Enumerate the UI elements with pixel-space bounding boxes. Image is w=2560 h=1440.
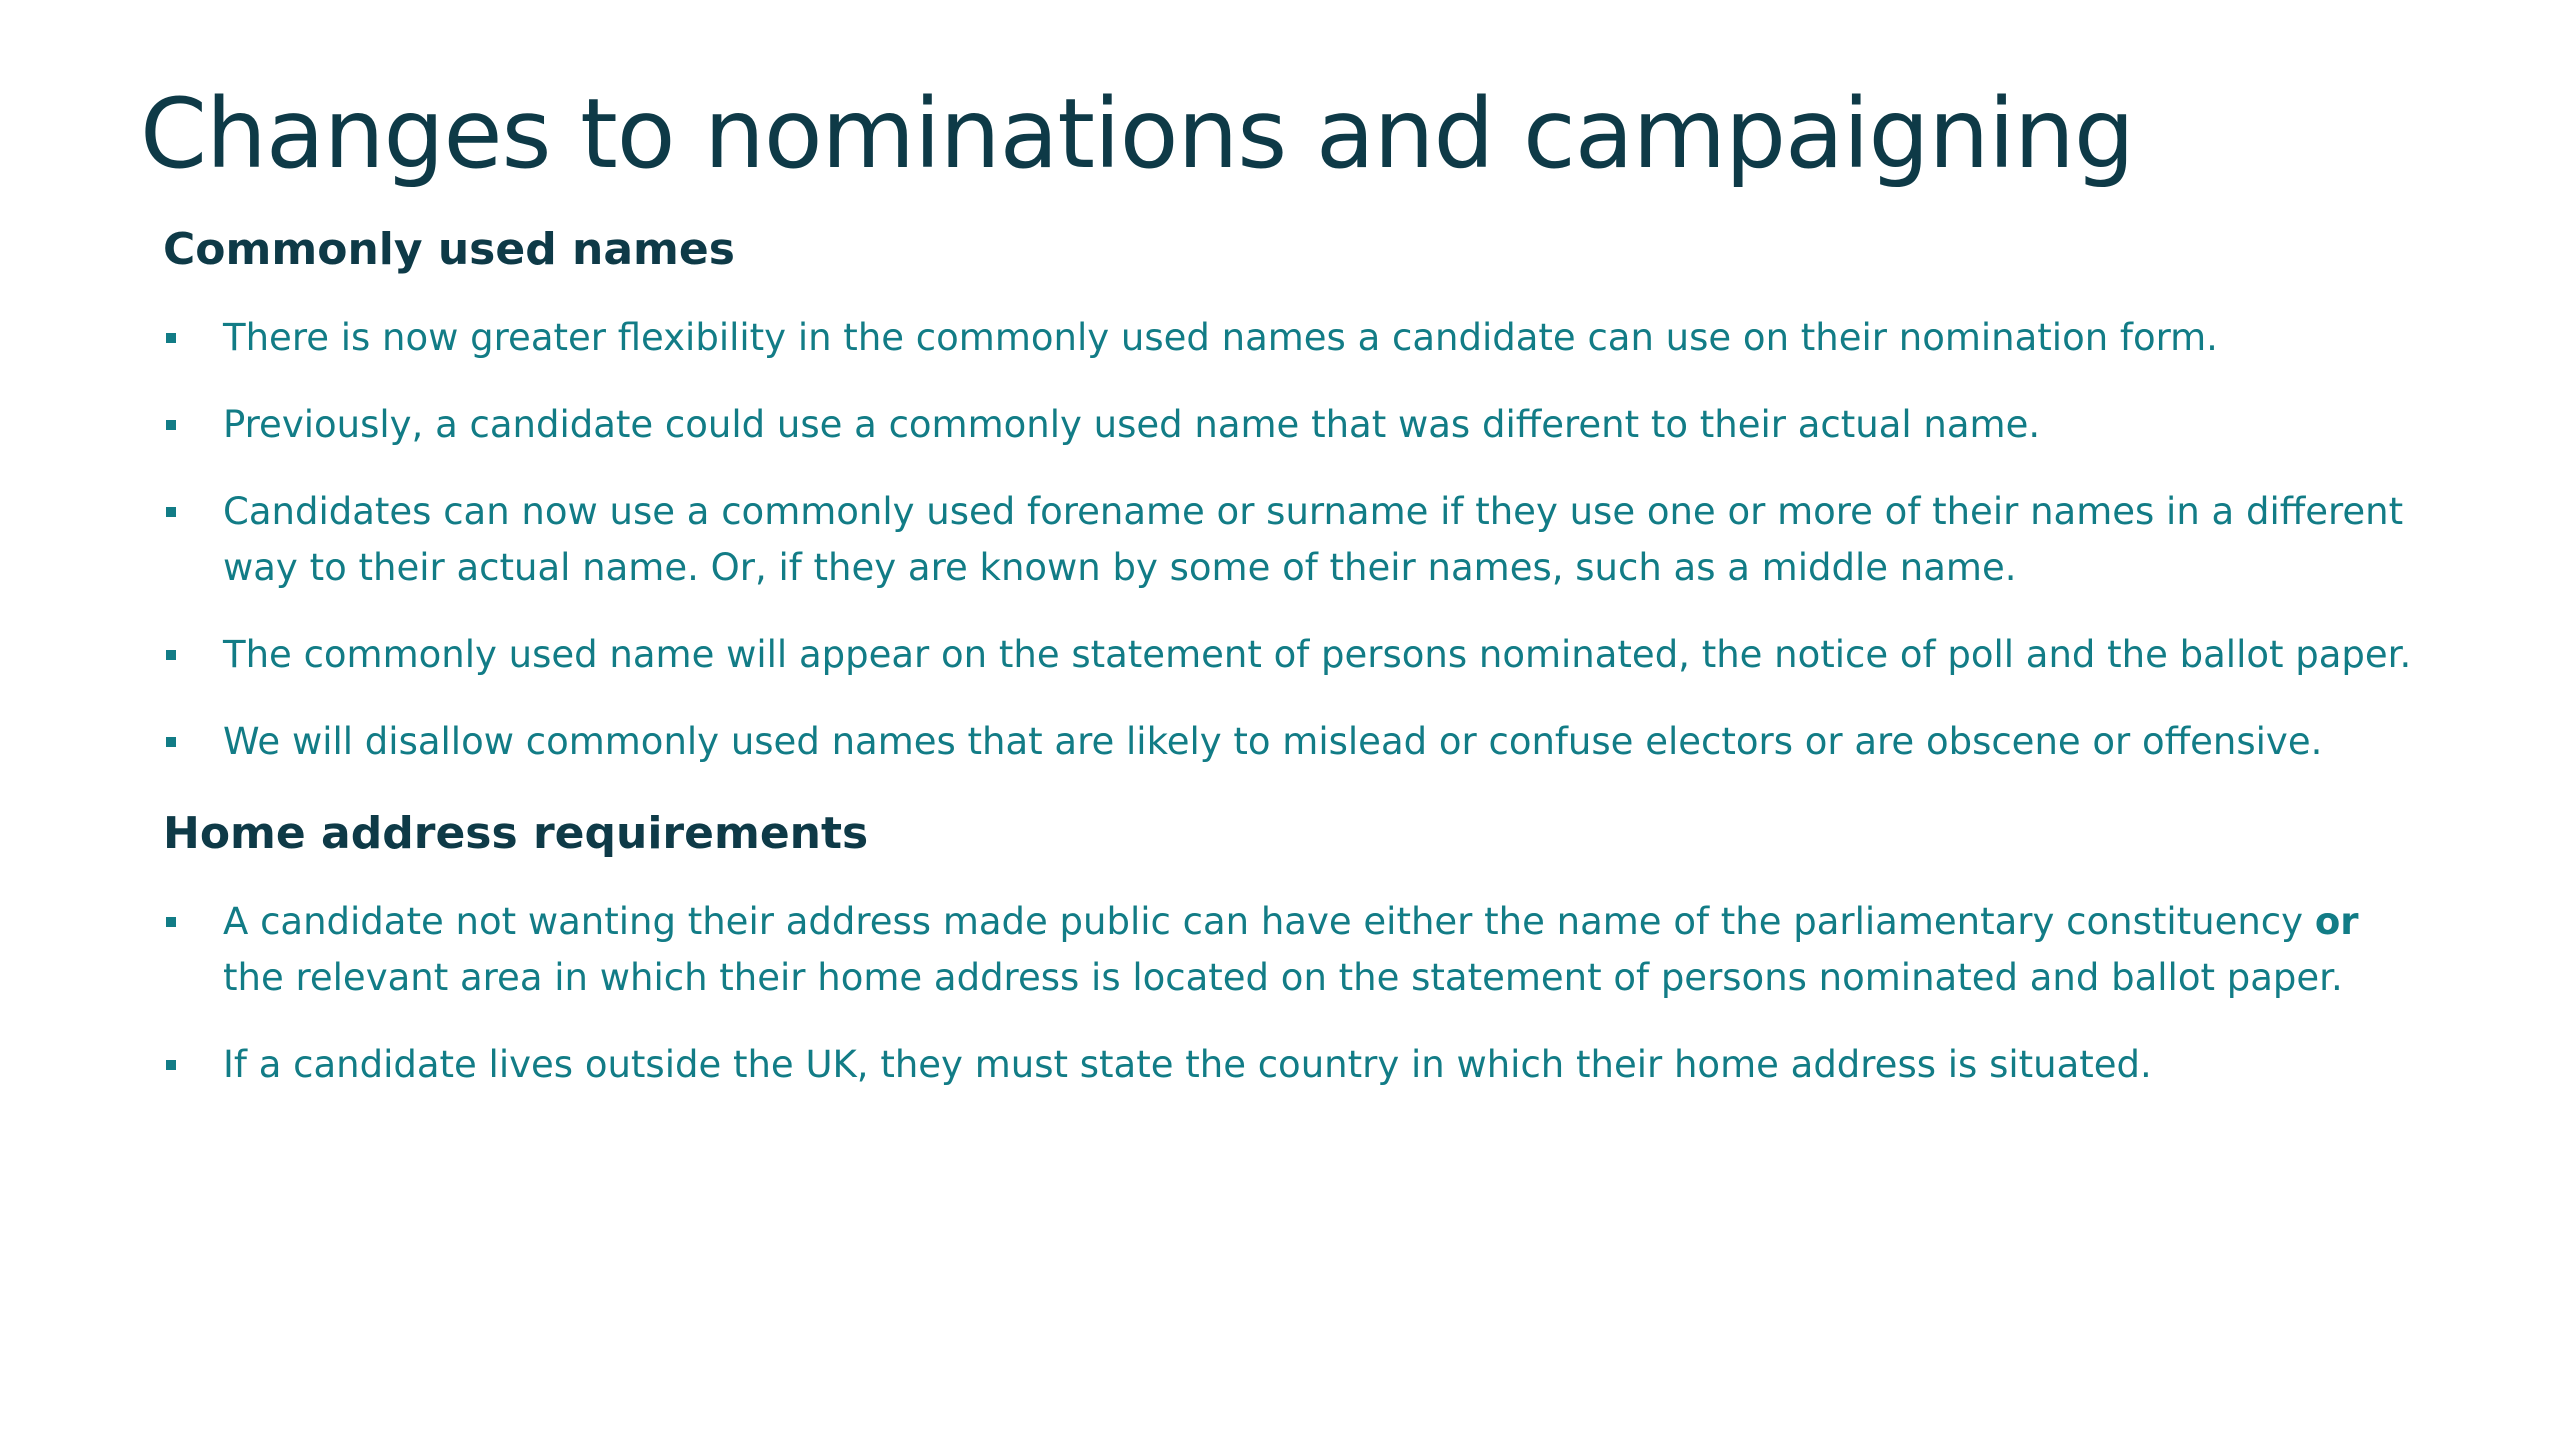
bullet-text-after: the relevant area in which their home address is located on the statement of persons nominated and ballot paper.: [223, 956, 2343, 999]
square-bullet-icon: [166, 650, 176, 660]
list-item: [163, 397, 2413, 453]
slide-content: [163, 220, 2413, 1093]
list-item: [163, 894, 2413, 1006]
bullet-text: The commonly used name will appear on the statement of persons nominated, the notice of poll and the ballot paper.: [223, 633, 2412, 676]
bullet-text: Candidates can now use a commonly used forename or surname if they use one or more of their names in a different way to their actual name. Or, if they are known by some of their names, such as a middle name.: [223, 490, 2404, 589]
square-bullet-icon: [166, 420, 176, 430]
bullet-text: We will disallow commonly used names that are likely to mislead or confuse electors or are obscene or offensive.: [223, 720, 2323, 763]
square-bullet-icon: [166, 333, 176, 343]
section-heading-commonly-used-names: Commonly used names: [163, 224, 735, 275]
bullet-text: There is now greater flexibility in the commonly used names a candidate can use on their nomination form.: [223, 316, 2218, 359]
section-heading-home-address-requirements: Home address requirements: [163, 808, 869, 859]
square-bullet-icon: [166, 507, 176, 517]
bullet-list-home-address-requirements: [163, 894, 2413, 1093]
square-bullet-icon: [166, 917, 176, 927]
list-item: [163, 310, 2413, 366]
list-item: [163, 1037, 2413, 1093]
bullet-text-emphasis: or: [2314, 900, 2359, 943]
square-bullet-icon: [166, 737, 176, 747]
bullet-text-before: A candidate not wanting their address made public can have either the name of the parliamentary constituency: [223, 900, 2304, 943]
list-item: [163, 484, 2413, 596]
list-item: [163, 627, 2413, 683]
bullet-text: Previously, a candidate could use a commonly used name that was different to their actual name.: [223, 403, 2041, 446]
bullet-text: If a candidate lives outside the UK, they must state the country in which their home address is situated.: [223, 1043, 2152, 1086]
bullet-list-commonly-used-names: [163, 310, 2413, 770]
square-bullet-icon: [166, 1060, 176, 1070]
list-item: [163, 714, 2413, 770]
slide-title: Changes to nominations and campaigning: [140, 78, 2134, 190]
